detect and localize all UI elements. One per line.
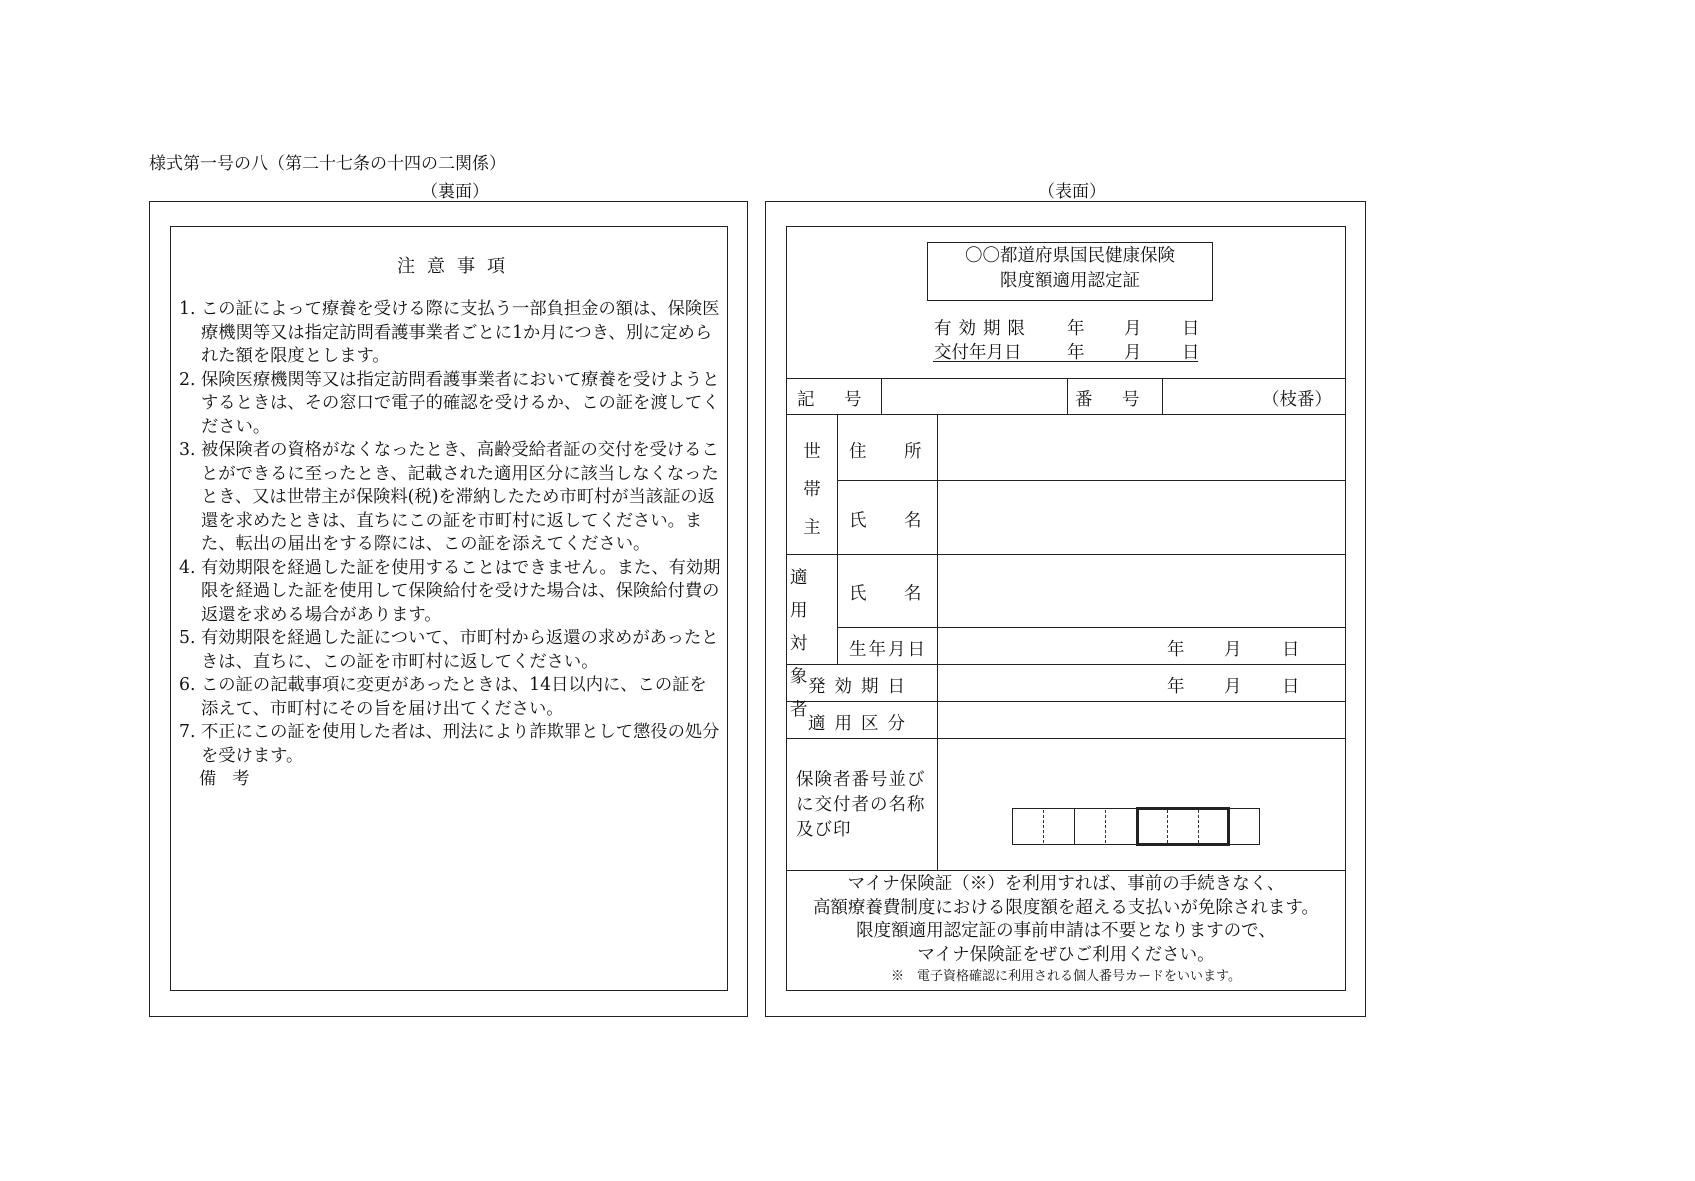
remarks-label: 備考 xyxy=(199,769,266,789)
mina-notice xyxy=(787,873,1345,987)
valid-until-day: 日 xyxy=(1182,319,1200,339)
birth-date-label: 生年月日 xyxy=(849,640,927,660)
table-line xyxy=(786,664,1346,665)
category-label: 適用区分 xyxy=(808,714,914,734)
table-line xyxy=(837,414,838,664)
note-item-5: 5. 有効期限を経過した証について、市町村から返還の求めがあったときは、直ちに、この証を市町村に返してください。 xyxy=(179,628,719,672)
valid-until-label: 有効期限 xyxy=(934,319,1032,339)
issue-date-year: 年 xyxy=(1067,343,1085,363)
digit-dash xyxy=(1167,810,1168,843)
eligible-person-label: 適用対象者 xyxy=(790,568,814,720)
front-side-label: （表面） xyxy=(1038,182,1106,202)
table-line xyxy=(937,414,938,870)
birth-year: 年 xyxy=(1167,640,1185,660)
birth-day: 日 xyxy=(1282,640,1300,660)
number-label: 番 号 xyxy=(1075,390,1146,410)
mina-footnote: ※ 電子資格確認に利用される個人番号カードをいいます。 xyxy=(891,969,1241,984)
valid-until-month: 月 xyxy=(1124,319,1142,339)
mina-notice-line: マイナ保険証をぜひご利用ください。 xyxy=(917,944,1215,965)
insurer-check-box xyxy=(1136,807,1230,846)
table-line xyxy=(881,378,882,414)
certificate-title-line2: 限度額適用認定証 xyxy=(1000,271,1140,291)
effective-month: 月 xyxy=(1224,677,1242,697)
table-line xyxy=(1067,378,1068,414)
back-side-label: （裏面） xyxy=(421,182,489,202)
digit-dash xyxy=(1105,810,1106,843)
insurer-label: 保険者番号並びに交付者の名称及び印 xyxy=(796,770,926,840)
symbol-label: 記 号 xyxy=(797,390,868,410)
table-line xyxy=(786,378,1346,379)
table-line xyxy=(786,554,1346,555)
mina-notice-line: マイナ保険証（※）を利用すれば、事前の手続きなく、 xyxy=(847,874,1285,894)
note-item-3: 3. 被保険者の資格がなくなったとき、高齢受給者証の交付を受けることができるに至ったとき、記載された適用区分に該当しなくなったとき、又は世帯主が保険料(税)を滞納したため市町村が当該証の返還を求めたときは、直ちにこの証を市町村に返してください。また、転出の届出をする際には、この証を添えてください。 xyxy=(179,440,719,554)
note-item-1: 1. この証によって療養を受ける際に支払う一部負担金の額は、保険医療機関等又は指定訪問看護事業者ごとに1か月につき、別に定められた額を限度とします。 xyxy=(179,299,720,366)
notes-list xyxy=(179,298,723,792)
effective-year: 年 xyxy=(1167,677,1185,697)
table-line xyxy=(786,701,1346,702)
digit-dash xyxy=(1043,810,1044,843)
certificate-title-line1: 〇〇都道府県国民健康保険 xyxy=(965,246,1175,266)
eligible-name-label: 氏 名 xyxy=(849,584,932,604)
digit-dash xyxy=(1198,810,1199,843)
table-line xyxy=(1162,378,1163,414)
branch-number-label: （枝番） xyxy=(1262,390,1332,410)
mina-notice-line: 限度額適用認定証の事前申請は不要となりますので、 xyxy=(856,921,1276,941)
note-item-6: 6. この証の記載事項に変更があったときは、14日以内に、この証を添えて、市町村にその旨を届け出てください。 xyxy=(179,675,707,719)
issue-date-day: 日 xyxy=(1182,343,1200,363)
valid-until-year: 年 xyxy=(1067,319,1085,339)
effective-date-label: 発効期日 xyxy=(808,677,914,697)
note-item-4: 4. 有効期限を経過した証を使用することはできません。また、有効期限を経過した証を使用して保険給付を受けた場合は、保険給付費の返還を求める場合があります。 xyxy=(179,557,721,625)
table-line xyxy=(786,738,1346,739)
birth-month: 月 xyxy=(1224,640,1242,660)
issue-date-underline xyxy=(933,361,1198,362)
table-line xyxy=(837,627,1346,628)
note-item-2: 2. 保険医療機関等又は指定訪問看護事業者において療養を受けようとするときは、その窓口で電子的確認を受けるか、この証を渡してください。 xyxy=(179,369,720,437)
mina-notice-line: 高額療養費制度における限度額を超える支払いが免除されます。 xyxy=(812,897,1320,918)
digit-divider xyxy=(1074,808,1075,845)
notes-title: 注意事項 xyxy=(397,256,517,277)
head-name-label: 氏 名 xyxy=(849,511,932,531)
table-line xyxy=(786,414,1346,415)
table-line xyxy=(837,480,1346,481)
issue-date-label: 交付年月日 xyxy=(934,343,1022,363)
note-item-7: 7. 不正にこの証を使用した者は、刑法により詐欺罪として懲役の処分を受けます。 xyxy=(179,722,720,766)
address-label: 住 所 xyxy=(849,442,932,462)
effective-day: 日 xyxy=(1282,677,1300,697)
issue-date-month: 月 xyxy=(1124,343,1142,363)
form-title: 様式第一号の八（第二十七条の十四の二関係） xyxy=(149,154,506,174)
certificate-title-box xyxy=(927,242,1213,301)
head-of-household-label: 世帯主 xyxy=(803,442,821,538)
table-line xyxy=(786,870,1346,871)
